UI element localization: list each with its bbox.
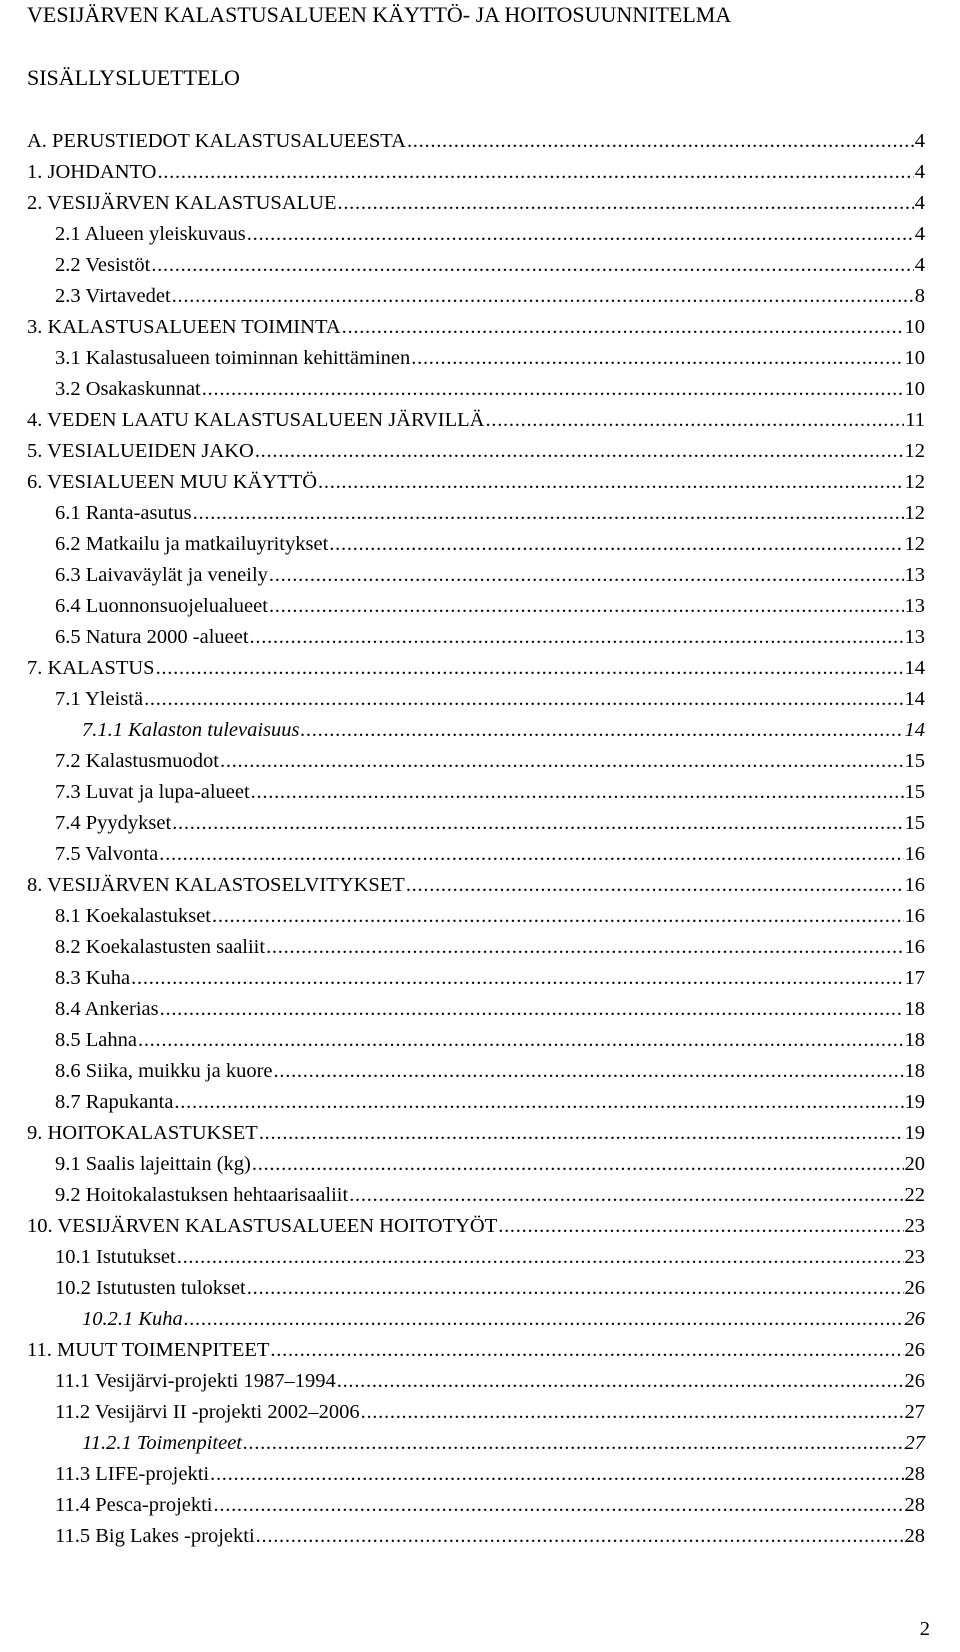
toc-entry-label: 7. KALASTUS — [27, 657, 155, 679]
toc-dot-leader — [172, 281, 914, 312]
toc-entry[interactable] — [0, 219, 925, 250]
toc-dot-leader — [407, 126, 914, 157]
toc-entry-label: 11.2 Vesijärvi II -projekti 2002–2006 — [55, 1401, 360, 1423]
toc-dot-leader — [243, 1428, 903, 1459]
toc-entry-label: 6.5 Natura 2000 -alueet — [55, 626, 249, 648]
toc-entry[interactable] — [0, 436, 925, 467]
toc-entry[interactable] — [0, 405, 925, 436]
toc-entry-page: 23 — [904, 1215, 925, 1237]
toc-dot-leader — [210, 1459, 903, 1490]
toc-entry-label: 7.1.1 Kalaston tulevaisuus — [82, 719, 300, 741]
toc-entry-page: 13 — [904, 626, 925, 648]
toc-entry[interactable] — [0, 1428, 925, 1459]
toc-entry[interactable] — [0, 498, 925, 529]
toc-dot-leader — [131, 963, 903, 994]
toc-entry[interactable] — [0, 963, 925, 994]
toc-entry-label: 7.5 Valvonta — [55, 843, 159, 865]
toc-entry[interactable] — [0, 808, 925, 839]
toc-dot-leader — [172, 808, 903, 839]
toc-entry[interactable] — [0, 1304, 925, 1335]
page-number: 2 — [919, 1618, 930, 1640]
toc-entry[interactable] — [0, 1211, 925, 1242]
toc-entry[interactable] — [0, 1118, 925, 1149]
toc-entry-label: 6.2 Matkailu ja matkailuyritykset — [55, 533, 329, 555]
toc-dot-leader — [337, 1366, 904, 1397]
toc-dot-leader — [250, 622, 904, 653]
toc-entry[interactable] — [0, 250, 925, 281]
toc-dot-leader — [259, 1118, 904, 1149]
toc-entry[interactable] — [0, 560, 925, 591]
toc-dot-leader — [251, 777, 904, 808]
toc-entry-page: 16 — [904, 843, 925, 865]
toc-dot-leader — [151, 250, 913, 281]
toc-entry-label: 6. VESIALUEEN MUU KÄYTTÖ — [27, 471, 318, 493]
toc-entry-label: 2.2 Vesistöt — [55, 254, 151, 276]
toc-entry-label: 6.4 Luonnonsuojelualueet — [55, 595, 268, 617]
toc-dot-leader — [301, 715, 904, 746]
document-title: VESIJÄRVEN KALASTUSALUEEN KÄYTTÖ- JA HOITOSUUNNITELMA — [27, 2, 732, 27]
toc-dot-leader — [486, 405, 905, 436]
toc-entry[interactable] — [0, 343, 925, 374]
toc-dot-leader — [318, 467, 903, 498]
toc-entry-page: 16 — [904, 905, 925, 927]
toc-entry-label: 9.1 Saalis lajeittain (kg) — [55, 1153, 251, 1175]
toc-entry-page: 26 — [904, 1370, 925, 1392]
toc-dot-leader — [349, 1180, 903, 1211]
toc-dot-leader — [266, 932, 903, 963]
toc-entry[interactable] — [0, 157, 925, 188]
toc-dot-leader — [252, 1149, 904, 1180]
toc-dot-leader — [270, 1335, 903, 1366]
toc-entry-page: 4 — [914, 130, 925, 152]
toc-entry-label: 2. VESIJÄRVEN KALASTUSALUE — [27, 192, 337, 214]
toc-dot-leader — [269, 591, 904, 622]
toc-entry-label: 2.1 Alueen yleiskuvaus — [55, 223, 246, 245]
toc-dot-leader — [337, 188, 913, 219]
toc-entry[interactable] — [0, 994, 925, 1025]
toc-entry-label: 8.4 Ankerias — [55, 998, 159, 1020]
toc-entry-label: 5. VESIALUEIDEN JAKO — [27, 440, 254, 462]
toc-entry-label: 1. JOHDANTO — [27, 161, 157, 183]
toc-dot-leader — [342, 312, 904, 343]
toc-entry-label: 4. VEDEN LAATU KALASTUSALUEEN JÄRVILLÄ — [27, 409, 485, 431]
toc-dot-leader — [247, 1273, 904, 1304]
toc-entry-page: 13 — [904, 595, 925, 617]
toc-dot-leader — [406, 870, 904, 901]
toc-entry-label: 11. MUUT TOIMENPITEET — [27, 1339, 270, 1361]
toc-entry-label: 10.2.1 Kuha — [82, 1308, 183, 1330]
toc-entry-page: 4 — [914, 161, 925, 183]
toc-entry-label: 11.4 Pesca-projekti — [55, 1494, 213, 1516]
toc-entry-label: 9.2 Hoitokalastuksen hehtaarisaaliit — [55, 1184, 349, 1206]
toc-entry-page: 23 — [904, 1246, 925, 1268]
toc-dot-leader — [247, 219, 914, 250]
toc-dot-leader — [193, 498, 904, 529]
toc-entry[interactable] — [0, 1521, 925, 1552]
toc-entry-label: 3.1 Kalastusalueen toiminnan kehittäminen — [55, 347, 411, 369]
toc-dot-leader — [269, 560, 904, 591]
toc-dot-leader — [177, 1242, 904, 1273]
toc-dot-leader — [329, 529, 903, 560]
toc-entry-page: 22 — [904, 1184, 925, 1206]
toc-entry[interactable] — [0, 1242, 925, 1273]
toc-entry[interactable] — [0, 1056, 925, 1087]
toc-entry[interactable] — [0, 777, 925, 808]
toc-entry[interactable] — [0, 901, 925, 932]
toc-entry-page: 27 — [904, 1432, 925, 1454]
toc-entry-page: 11 — [905, 409, 925, 431]
toc-entry-label: 3. KALASTUSALUEEN TOIMINTA — [27, 316, 341, 338]
toc-entry-page: 8 — [914, 285, 925, 307]
toc-entry-page: 12 — [904, 471, 925, 493]
toc-entry-label: 2.3 Virtavedet — [55, 285, 171, 307]
toc-entry[interactable] — [0, 1149, 925, 1180]
toc-entry-page: 26 — [904, 1308, 925, 1330]
toc-dot-leader — [212, 901, 904, 932]
toc-entry-page: 14 — [904, 657, 925, 679]
toc-dot-leader — [138, 1025, 904, 1056]
toc-entry-page: 15 — [904, 781, 925, 803]
toc-entry-page: 27 — [904, 1401, 925, 1423]
toc-dot-leader — [160, 994, 904, 1025]
toc-entry-label: 11.3 LIFE-projekti — [55, 1463, 210, 1485]
toc-entry-page: 26 — [904, 1339, 925, 1361]
toc-entry-page: 13 — [904, 564, 925, 586]
toc-entry-page: 19 — [904, 1091, 925, 1113]
toc-entry[interactable] — [0, 622, 925, 653]
toc-entry-page: 14 — [904, 688, 925, 710]
toc-entry-page: 12 — [904, 502, 925, 524]
toc-entry-page: 26 — [904, 1277, 925, 1299]
toc-entry[interactable] — [0, 467, 925, 498]
toc-entry[interactable] — [0, 281, 925, 312]
toc-dot-leader — [274, 1056, 904, 1087]
toc-entry-page: 16 — [904, 936, 925, 958]
toc-entry-page: 28 — [904, 1525, 925, 1547]
toc-dot-leader — [159, 839, 903, 870]
toc-entry-page: 4 — [914, 223, 925, 245]
toc-dot-leader — [174, 1087, 903, 1118]
toc-entry-label: 3.2 Osakaskunnat — [55, 378, 201, 400]
toc-entry[interactable] — [0, 746, 925, 777]
toc-entry[interactable] — [0, 591, 925, 622]
toc-entry[interactable] — [0, 1366, 925, 1397]
toc-entry-page: 16 — [904, 874, 925, 896]
toc-entry-label: 8.7 Rapukanta — [55, 1091, 174, 1113]
toc-entry[interactable] — [0, 715, 925, 746]
toc-entry-page: 12 — [904, 440, 925, 462]
toc-dot-leader — [184, 1304, 904, 1335]
toc-entry[interactable] — [0, 1025, 925, 1056]
toc-dot-leader — [361, 1397, 904, 1428]
toc-dot-leader — [202, 374, 904, 405]
toc-entry-label: 8.3 Kuha — [55, 967, 131, 989]
toc-entry-page: 15 — [904, 812, 925, 834]
toc-entry-label: 10. VESIJÄRVEN KALASTUSALUEEN HOITOTYÖT — [27, 1215, 498, 1237]
toc-entry-label: A. PERUSTIEDOT KALASTUSALUEESTA — [27, 130, 406, 152]
toc-entry-label: 10.1 Istutukset — [55, 1246, 176, 1268]
toc-entry-label: 10.2 Istutusten tulokset — [55, 1277, 246, 1299]
toc-entry-label: 11.5 Big Lakes -projekti — [55, 1525, 255, 1547]
toc-entry[interactable] — [0, 1273, 925, 1304]
toc-dot-leader — [156, 653, 904, 684]
toc-entry[interactable] — [0, 374, 925, 405]
toc-dot-leader — [255, 436, 904, 467]
toc-entry-page: 28 — [904, 1463, 925, 1485]
toc-entry-label: 8. VESIJÄRVEN KALASTOSELVITYKSET — [27, 874, 405, 896]
toc-entry-page: 10 — [904, 347, 925, 369]
toc-entry[interactable] — [0, 1087, 925, 1118]
toc-entry-page: 4 — [914, 254, 925, 276]
toc-entry-page: 19 — [904, 1122, 925, 1144]
toc-entry-page: 15 — [904, 750, 925, 772]
toc-entry-label: 7.3 Luvat ja lupa-alueet — [55, 781, 250, 803]
toc-entry-page: 18 — [904, 1060, 925, 1082]
toc-entry[interactable] — [0, 1335, 925, 1366]
toc-entry-label: 8.1 Koekalastukset — [55, 905, 211, 927]
toc-entry-page: 28 — [904, 1494, 925, 1516]
toc-entry-page: 14 — [904, 719, 925, 741]
toc-entry-label: 11.2.1 Toimenpiteet — [82, 1432, 243, 1454]
toc-entry-label: 8.2 Koekalastusten saaliit — [55, 936, 266, 958]
toc-entry-label: 6.1 Ranta-asutus — [55, 502, 192, 524]
toc-entry[interactable] — [0, 839, 925, 870]
toc-entry[interactable] — [0, 653, 925, 684]
toc-entry[interactable] — [0, 1490, 925, 1521]
toc-entry[interactable] — [0, 126, 925, 157]
toc-entry-page: 17 — [904, 967, 925, 989]
table-of-contents — [0, 126, 960, 1552]
toc-entry[interactable] — [0, 870, 925, 901]
toc-dot-leader — [144, 684, 903, 715]
toc-entry-label: 11.1 Vesijärvi-projekti 1987–1994 — [55, 1370, 336, 1392]
toc-entry-label: 7.4 Pyydykset — [55, 812, 172, 834]
toc-entry-label: 9. HOITOKALASTUKSET — [27, 1122, 258, 1144]
toc-entry-page: 10 — [904, 378, 925, 400]
toc-entry-page: 4 — [914, 192, 925, 214]
toc-entry[interactable] — [0, 1459, 925, 1490]
toc-entry[interactable] — [0, 684, 925, 715]
toc-dot-leader — [214, 1490, 904, 1521]
toc-dot-leader — [157, 157, 913, 188]
toc-entry[interactable] — [0, 188, 925, 219]
toc-entry[interactable] — [0, 932, 925, 963]
toc-entry[interactable] — [0, 1180, 925, 1211]
toc-entry-page: 20 — [904, 1153, 925, 1175]
toc-dot-leader — [411, 343, 903, 374]
toc-entry-page: 18 — [904, 1029, 925, 1051]
toc-entry[interactable] — [0, 312, 925, 343]
toc-entry-page: 10 — [904, 316, 925, 338]
toc-entry-label: 8.5 Lahna — [55, 1029, 137, 1051]
toc-entry-page: 18 — [904, 998, 925, 1020]
toc-heading: SISÄLLYSLUETTELO — [27, 65, 240, 90]
toc-dot-leader — [498, 1211, 903, 1242]
toc-entry[interactable] — [0, 1397, 925, 1428]
toc-dot-leader — [256, 1521, 904, 1552]
toc-entry-label: 6.3 Laivaväylät ja veneily — [55, 564, 268, 586]
toc-dot-leader — [220, 746, 904, 777]
toc-entry-label: 7.1 Yleistä — [55, 688, 144, 710]
toc-entry-label: 8.6 Siika, muikku ja kuore — [55, 1060, 273, 1082]
toc-entry-label: 7.2 Kalastusmuodot — [55, 750, 219, 772]
toc-entry-page: 12 — [904, 533, 925, 555]
toc-entry[interactable] — [0, 529, 925, 560]
